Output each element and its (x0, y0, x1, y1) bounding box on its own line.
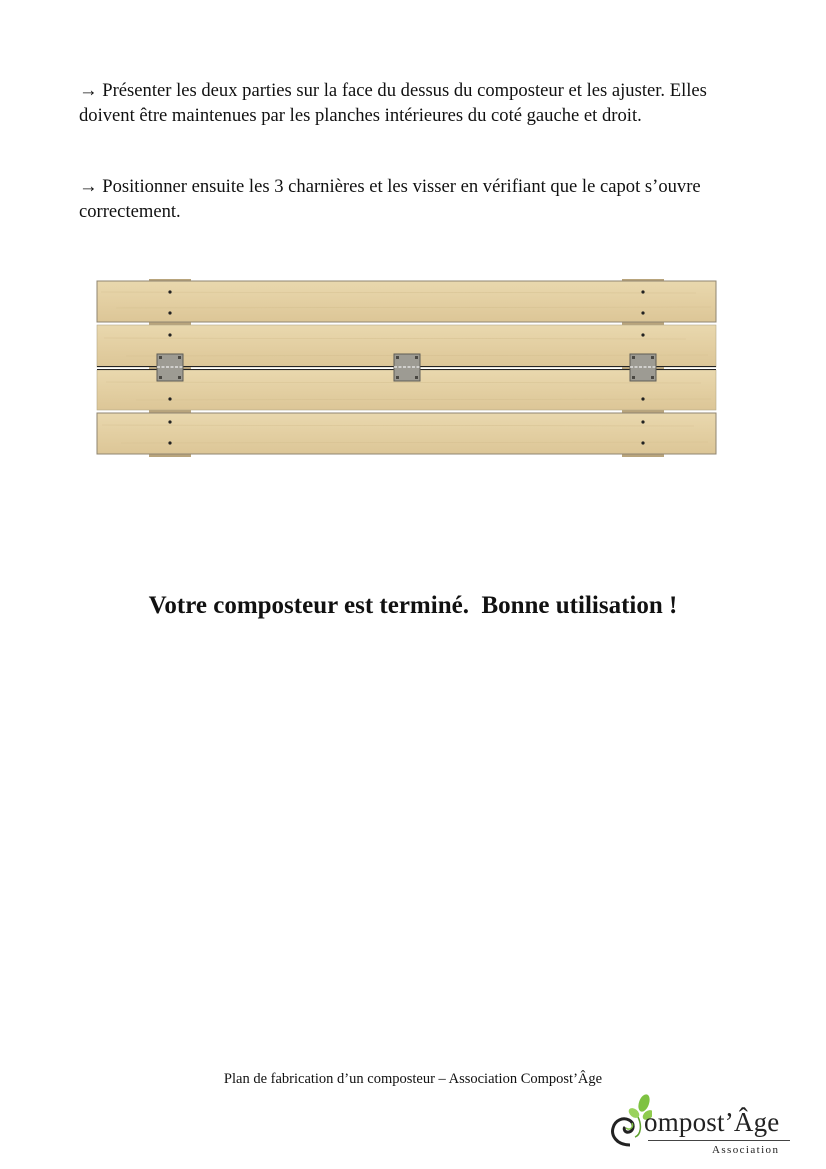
screw (168, 333, 171, 336)
board-4 (97, 413, 716, 454)
screw (168, 311, 171, 314)
screw (641, 290, 644, 293)
compostage-logo (608, 1093, 794, 1161)
instruction-paragraph-1: → Présenter les deux parties sur la face du dessus du composteur et les ajuster. Elles doivent être maintenues par les planches intérieures du coté gauche et droit. (79, 80, 707, 126)
logo-subtitle: Association (712, 1144, 780, 1156)
hinge-3 (630, 354, 656, 381)
logo-divider (648, 1140, 790, 1141)
hinge-2 (394, 354, 420, 381)
page-footer: Plan de fabrication d’un composteur – Association Compost’Âge (223, 1071, 603, 1087)
instruction-paragraph-2: → Positionner ensuite les 3 charnières et les visser en vérifiant que le capot s’ouvre correctement. (79, 176, 701, 222)
screw (168, 441, 171, 444)
screw (168, 397, 171, 400)
board-1 (97, 281, 716, 322)
screw (641, 333, 644, 336)
screw (641, 397, 644, 400)
hinge-1 (157, 354, 183, 381)
screw (168, 420, 171, 423)
screw (641, 441, 644, 444)
lid-assembly-figure (96, 278, 718, 458)
logo-name: ompost’Âge (644, 1107, 780, 1137)
screw (168, 290, 171, 293)
screw (641, 311, 644, 314)
screw (641, 420, 644, 423)
closing-message: Votre composteur est terminé. Bonne utilisation ! (148, 592, 678, 619)
